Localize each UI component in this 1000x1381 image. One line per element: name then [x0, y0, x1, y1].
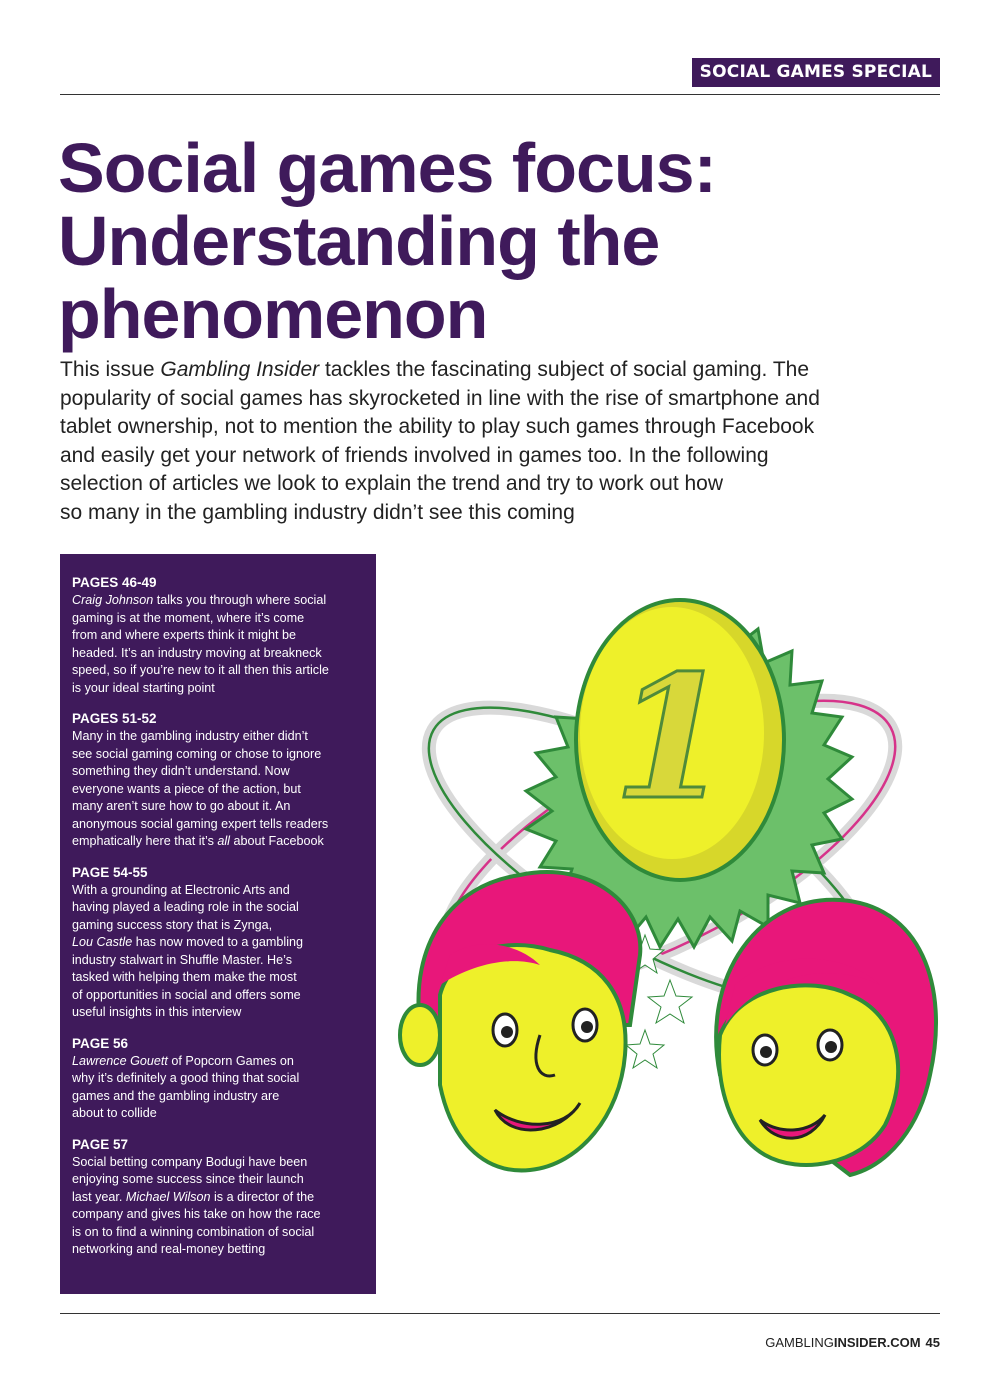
footer-rule [60, 1313, 940, 1314]
girl-face-icon [716, 900, 936, 1175]
entry-heading: PAGES 51-52 [72, 711, 157, 726]
entry-text: Craig Johnson talks you through where social gaming is at the moment, where it’s come from and where experts think it might be headed. It’s an industry moving at breakneck speed, so if you’re new to it all then this article is your ideal starting point [72, 593, 329, 695]
entry-text: With a grounding at Electronic Arts and having played a leading role in the social gaming success story that is Zynga, Lou Castle has now moved to a gambling industry stalwart in Shuffle Master. He’s tasked with helping them make the most of opportunities in social and offers some useful insights in this interview [72, 882, 304, 1019]
boy-face-icon [400, 872, 640, 1170]
entry-heading: PAGE 54-55 [72, 864, 148, 880]
intro-line: tablet ownership, not to mention the ability to play such games through Facebook [60, 415, 815, 438]
contents-entry[interactable] [72, 1136, 364, 1259]
page-number: 45 [925, 1335, 940, 1350]
contents-entry[interactable] [72, 1035, 364, 1123]
intro-line: and easily get your network of friends involved in games too. In the following [60, 443, 769, 467]
coin-numeral: 1 [612, 638, 732, 838]
contents-entry[interactable] [72, 710, 364, 851]
entry-text: Lawrence Gouett of Popcorn Games on why it’s definitely a good thing that social games and the gambling industry are about to collide [72, 1053, 300, 1120]
star-icon [626, 1030, 664, 1068]
intro-line: so many in the gambling industry didn’t see this coming [60, 500, 575, 524]
entry-text: Social betting company Bodugi have been enjoying some success since their launch last year. Michael Wilson is a director of the company and gives his take on how the race is on to find a winning combination of social networking and real-money betting [72, 1154, 321, 1256]
social-gaming-illustration [380, 555, 940, 1295]
publication-name: Gambling Insider [160, 358, 320, 381]
entry-heading: PAGE 57 [72, 1136, 129, 1152]
intro-line: This issue Gambling Insider tackles the fascinating subject of social gaming. The [60, 358, 810, 381]
footer-site-prefix: GAMBLING [765, 1335, 834, 1350]
entry-text: Many in the gambling industry either didn’t see social gaming coming or chose to ignore something they didn’t understand. Now everyone wants a piece of the action, but many aren’t sure how to go about it. An anonymous social gaming expert tells readers emphatically here that it’s all about Facebook [72, 729, 329, 848]
title-line: Social games focus: [58, 129, 716, 207]
page-footer [765, 1335, 940, 1350]
intro-paragraph [60, 356, 940, 527]
section-tag: SOCIAL GAMES SPECIAL [692, 58, 940, 87]
intro-line: selection of articles we look to explain the trend and try to work out how [60, 472, 724, 495]
contents-entry[interactable] [72, 574, 364, 697]
contents-sidebar [60, 554, 376, 1294]
footer-site-name[interactable]: INSIDER.COM [833, 1335, 921, 1350]
title-line: Understanding the [58, 202, 660, 280]
coin-icon [576, 600, 784, 880]
star-icon [648, 980, 692, 1023]
header-rule [60, 94, 940, 95]
entry-heading: PAGE 56 [72, 1035, 129, 1051]
title-line: phenomenon [58, 275, 488, 353]
page-title [58, 129, 938, 353]
entry-heading: PAGES 46-49 [72, 575, 157, 590]
intro-line: popularity of social games has skyrocketed in line with the rise of smartphone and [60, 386, 820, 410]
contents-entry[interactable] [72, 864, 364, 1022]
